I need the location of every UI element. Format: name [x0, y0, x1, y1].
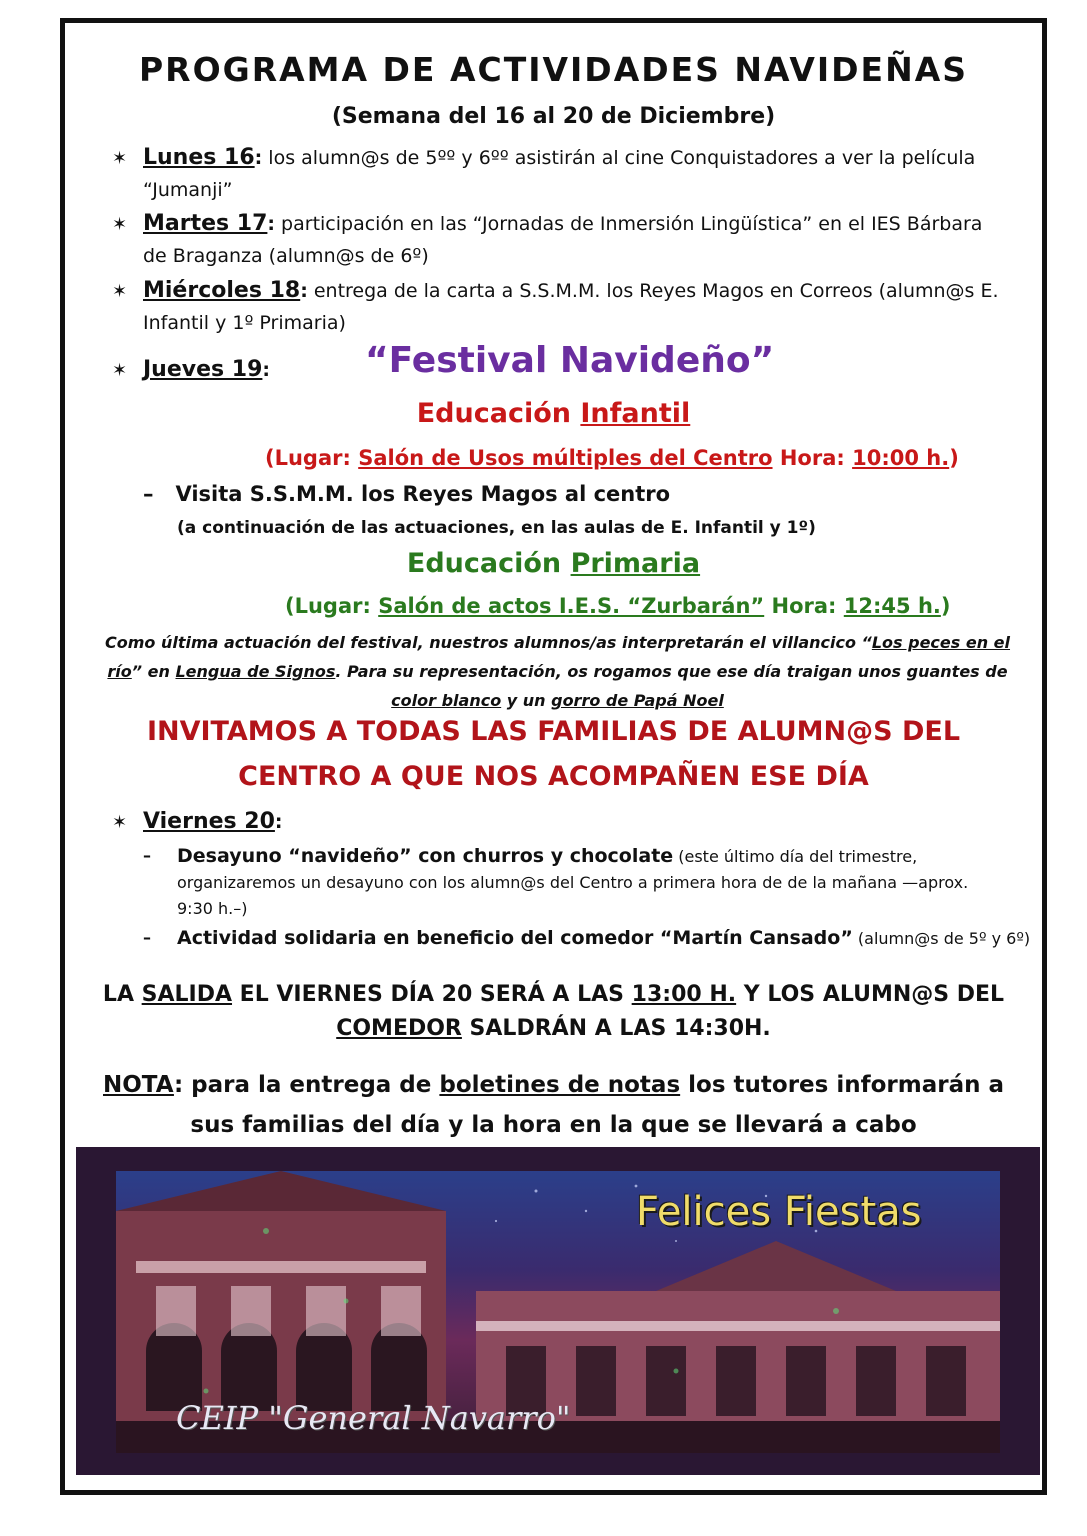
dash-bullet: – — [143, 846, 151, 865]
miercoles-item: Miércoles 18: entrega de la carta a S.S.M.M. los Reyes Magos en Correos (alumn@s E. Infantil y 1º Primaria) — [143, 278, 999, 334]
day-label: Viernes 20 — [143, 809, 275, 834]
primaria-heading: Educación Primaria — [406, 548, 701, 579]
dash-bullet: – — [143, 928, 151, 947]
invite-line-1: INVITAMOS A TODAS LAS FAMILIAS DE ALUMN@S DEL — [146, 716, 961, 747]
day-label: Lunes 16 — [143, 145, 255, 170]
page-subtitle: (Semana del 16 al 20 de Diciembre) — [331, 104, 776, 129]
desayuno-item: – Desayuno “navideño” con churros y chocolate (este último día del trimestre, organizaremos un desayuno con los alumn@s del Centro a primera hora de de la mañana —aprox. 9:30 h.–) — [143, 845, 969, 918]
bullet-star-icon: ✶ — [112, 148, 128, 169]
day-label: Jueves 19 — [143, 357, 263, 382]
bullet-star-icon: ✶ — [112, 281, 128, 302]
school-name: CEIP "General Navarro" — [176, 1399, 571, 1437]
day-label: Martes 17 — [143, 211, 268, 236]
page-title: PROGRAMA DE ACTIVIDADES NAVIDEÑAS — [138, 50, 969, 89]
lunes-item: Lunes 16: los alumn@s de 5ºº y 6ºº asistirán al cine Conquistadores a ver la película “Jumanji” — [143, 145, 976, 201]
salida-notice: LA SALIDA EL VIERNES DÍA 20 SERÁ A LAS 13:00 H. Y LOS ALUMN@S DEL COMEDOR SALDRÁN A LAS 14:30H. — [102, 982, 1005, 1041]
solidaria-item: – Actividad solidaria en beneficio del comedor “Martín Cansado” (alumn@s de 5º y 6º) — [143, 927, 1031, 949]
day-label: Miércoles 18 — [143, 278, 301, 303]
festival-note: Como última actuación del festival, nuestros alumnos/as interpretarán el villancico “Los peces en el río” en Lengua de Signos. Para su representación, os rogamos que ese día traigan unos guantes de color blanco y un gorro de Papá Noel — [104, 633, 1011, 710]
martes-item: Martes 17: participación en las “Jornadas de Inmersión Lingüística” en el IES Bárbara de Braganza (alumn@s de 6º) — [143, 211, 983, 267]
bullet-star-icon: ✶ — [112, 812, 128, 833]
school-photo-banner — [76, 1147, 1040, 1475]
infantil-place: (Lugar: Salón de Usos múltiples del Centro Hora: 10:00 h.) — [265, 446, 959, 470]
jueves-item: Jueves 19: — [143, 357, 271, 382]
visita-note: (a continuación de las actuaciones, en las aulas de E. Infantil y 1º) — [177, 518, 816, 538]
school-building-image — [116, 1171, 1000, 1453]
infantil-heading: Educación Infantil — [416, 398, 691, 429]
nota-notice: NOTA: para la entrega de boletines de notas los tutores informarán a sus familias del día y la hora en la que se llevará a cabo — [103, 1072, 1004, 1138]
bullet-star-icon: ✶ — [112, 214, 128, 235]
visita-item: – Visita S.S.M.M. los Reyes Magos al centro — [143, 482, 671, 506]
felices-fiestas-greeting: Felices Fiestas — [636, 1189, 922, 1235]
bullet-star-icon: ✶ — [112, 360, 128, 381]
festival-title: “Festival Navideño” — [365, 340, 775, 381]
primaria-place: (Lugar: Salón de actos I.E.S. “Zurbarán” Hora: 12:45 h.) — [285, 594, 951, 618]
viernes-item: Viernes 20: — [143, 809, 283, 834]
invite-line-2: CENTRO A QUE NOS ACOMPAÑEN ESE DÍA — [238, 761, 869, 792]
dash-bullet: – — [143, 482, 154, 506]
